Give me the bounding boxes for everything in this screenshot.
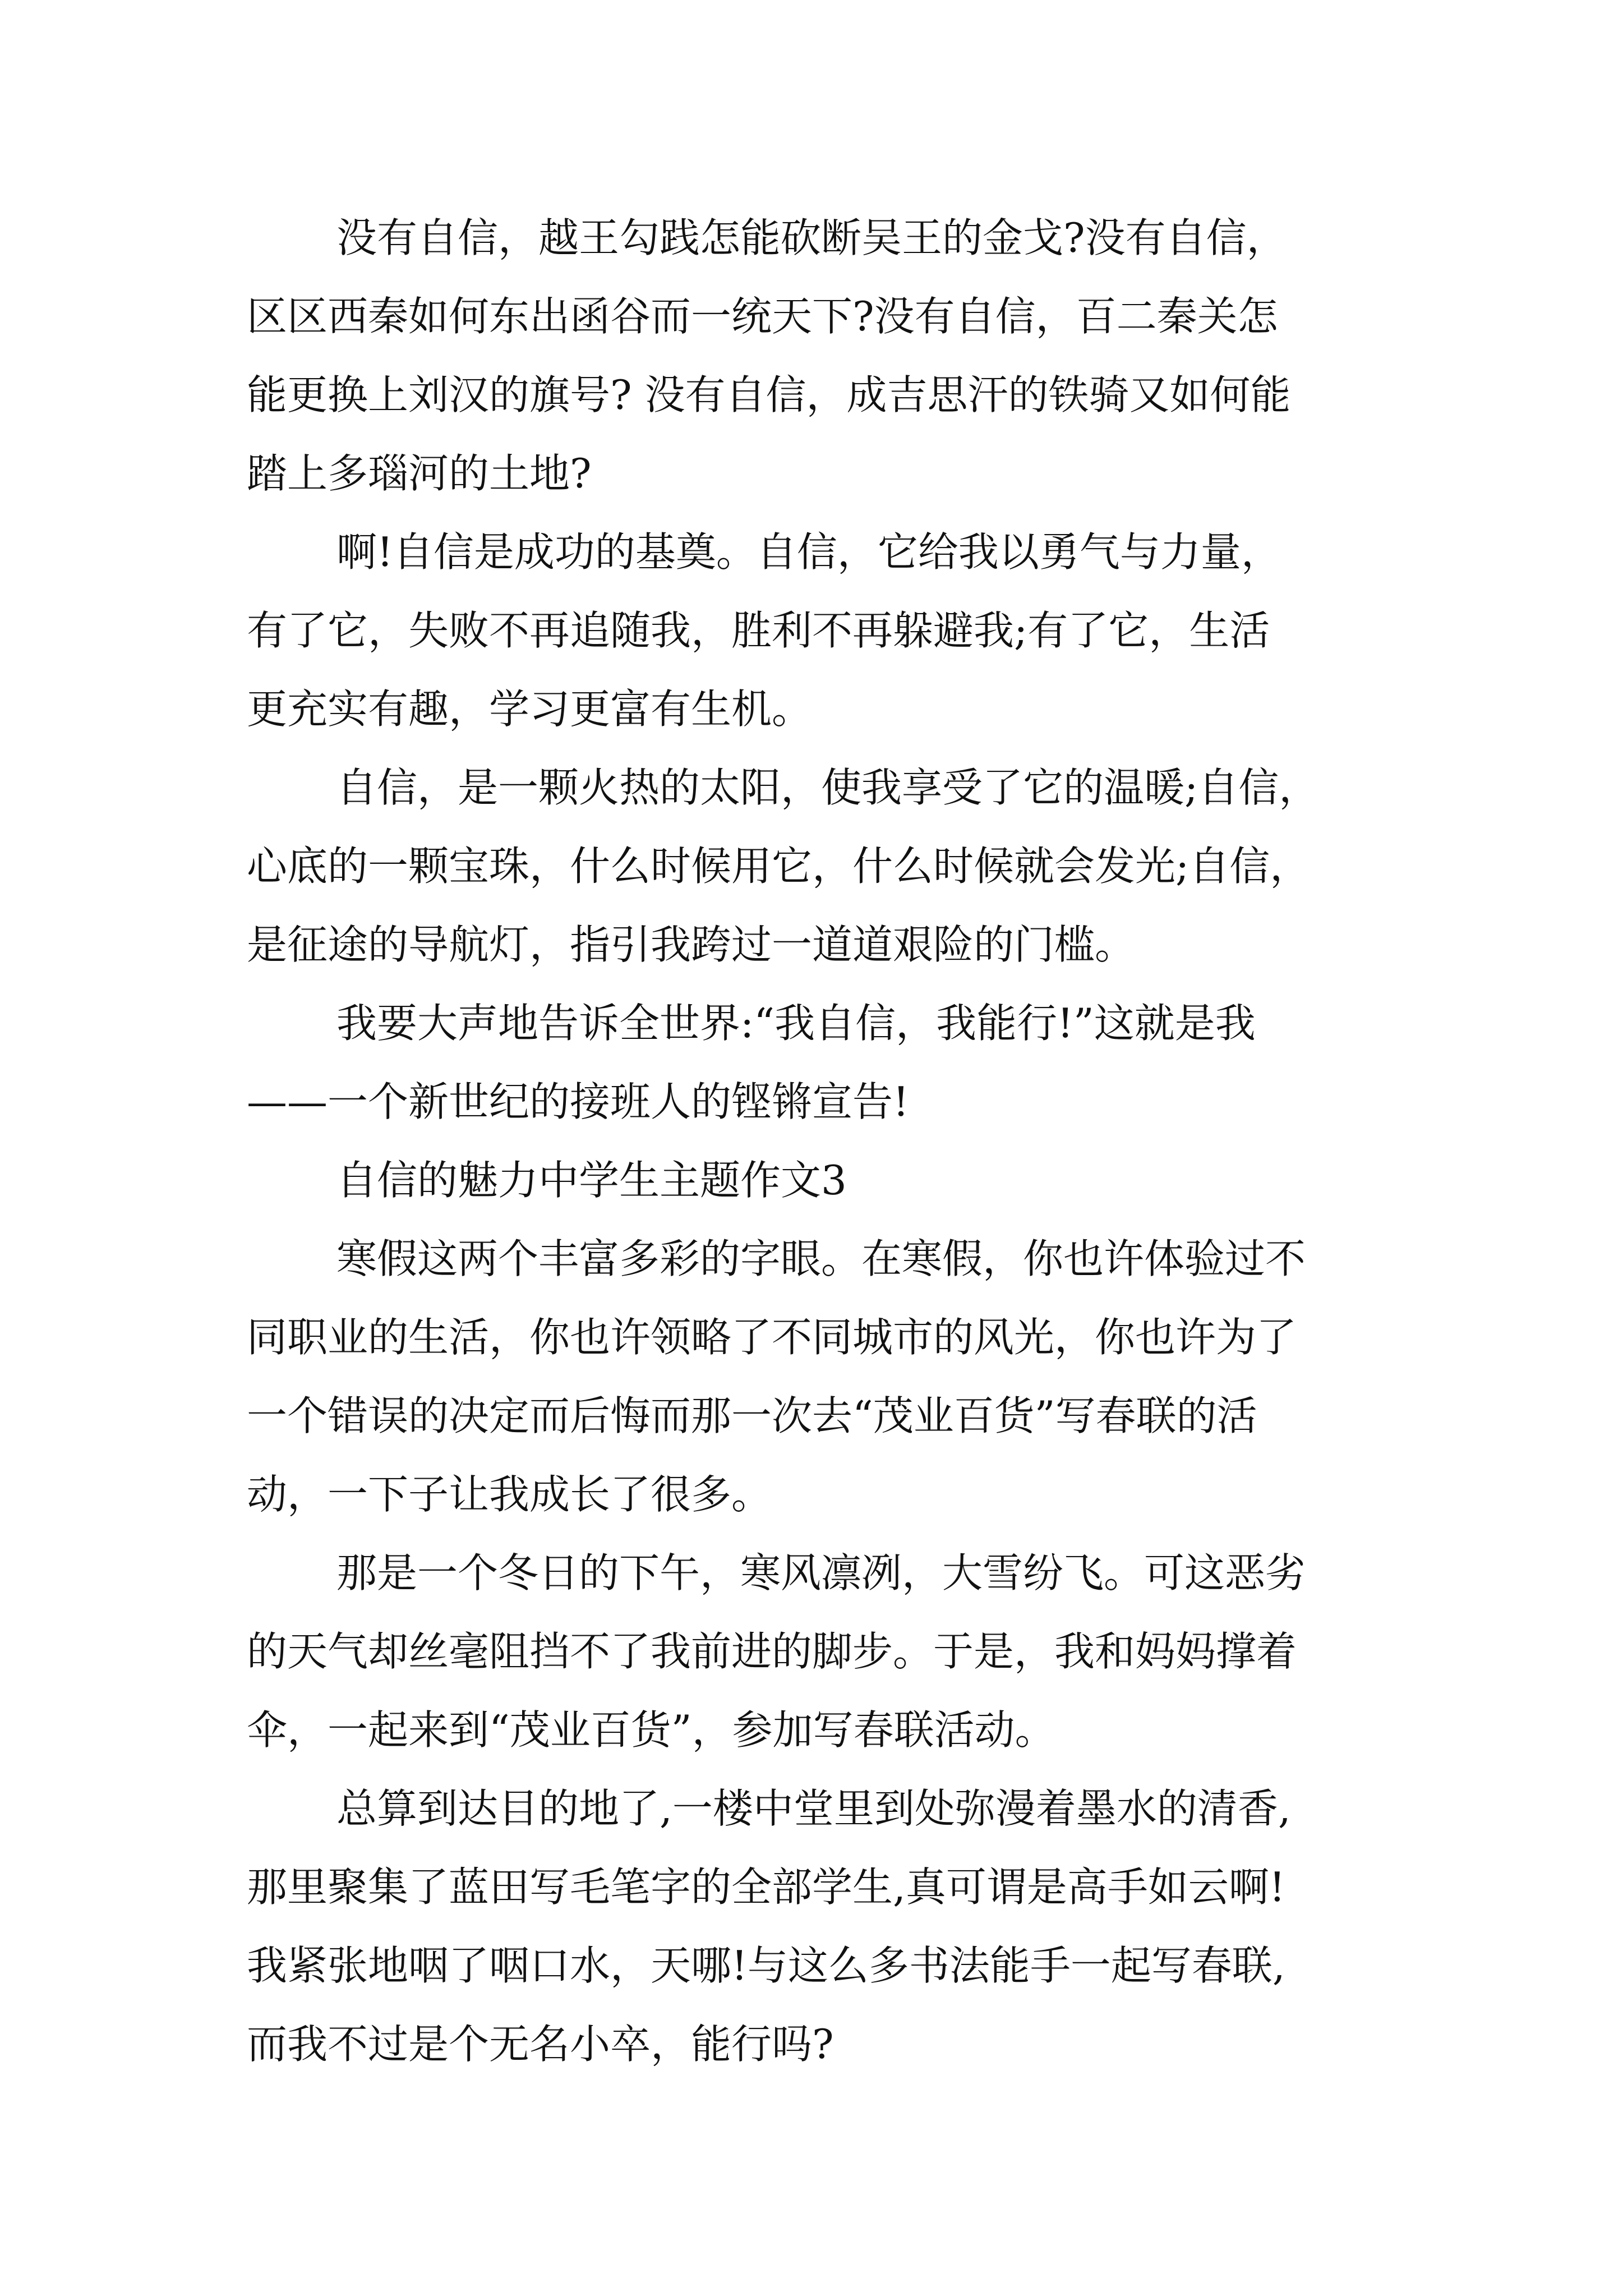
text-line: 那是一个冬日的下午，寒风凛冽，大雪纷飞。可这恶劣 [336, 1549, 1306, 1596]
text-line: 的天气却丝毫阻挡不了我前进的脚步。于是，我和妈妈撑着 [247, 1628, 1297, 1675]
text-line: 心底的一颗宝珠，什么时候用它，什么时候就会发光;自信， [247, 843, 1311, 890]
text-line: 我紧张地咽了咽口水，天哪!与这么多书法能手一起写春联, [247, 1942, 1285, 1989]
text-line: 区区西秦如何东出函谷而一统天下?没有自信，百二秦关怎 [247, 293, 1278, 340]
text-line: 更充实有趣，学习更富有生机。 [247, 685, 813, 733]
text-line: ——一个新世纪的接班人的铿锵宣告! [247, 1078, 909, 1125]
text-line: 我要大声地告诉全世界:“我自信，我能行!”这就是我 [336, 1000, 1256, 1047]
text-line: 伞，一起来到“茂业百货”，参加写春联活动。 [247, 1706, 1055, 1754]
text-line: 踏上多瑙河的土地? [247, 450, 592, 497]
text-line: 啊!自信是成功的基奠。自信，它给我以勇气与力量， [336, 528, 1281, 576]
text-line: 一个错误的决定而后悔而那一次去“茂业百货”写春联的活 [247, 1392, 1257, 1439]
text-line: 那里聚集了蓝田写毛笔字的全部学生,真可谓是高手如云啊! [247, 1864, 1285, 1911]
text-line: 总算到达目的地了,一楼中堂里到处弥漫着墨水的清香, [336, 1785, 1291, 1832]
text-line: 没有自信，越王勾践怎能砍断吴王的金戈?没有自信， [336, 214, 1287, 261]
text-line: 有了它，失败不再追随我，胜利不再躲避我;有了它，生活 [247, 607, 1270, 654]
text-line: 是征途的导航灯，指引我跨过一道道艰险的门槛。 [247, 921, 1136, 968]
text-line: 动，一下子让我成长了很多。 [247, 1471, 772, 1518]
section-heading: 自信的魅力中学生主题作文3 [336, 1157, 847, 1204]
text-line: 能更换上刘汉的旗号? 没有自信，成吉思汗的铁骑又如何能 [247, 371, 1291, 418]
text-line: 寒假这两个丰富多彩的字眼。在寒假，你也许体验过不 [336, 1235, 1306, 1282]
text-line: 而我不过是个无名小卒，能行吗? [247, 2021, 834, 2068]
text-line: 同职业的生活，你也许领略了不同城市的风光，你也许为了 [247, 1314, 1297, 1361]
text-line: 自信，是一颗火热的太阳，使我享受了它的温暖;自信， [336, 764, 1320, 811]
